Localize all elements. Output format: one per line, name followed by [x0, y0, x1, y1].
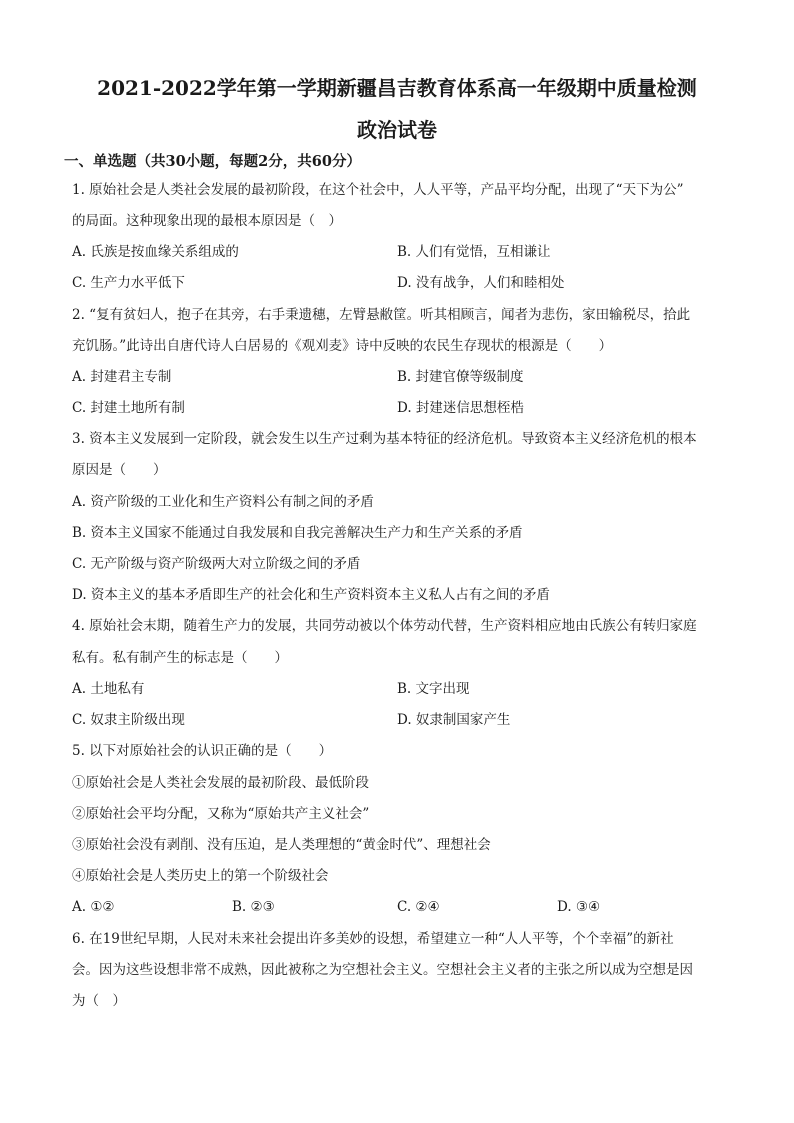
question-1-text: 的局面。这种现象出现的最根本原因是（ ） — [72, 213, 342, 229]
question-4-option-a: A. 土地私有 — [72, 681, 145, 697]
section-heading: 一、单选题（共30小题，每题2分，共60分） — [64, 153, 361, 170]
exam-title: 2021-2022学年第一学期新疆昌吉教育体系高一年级期中质量检测 — [97, 76, 697, 100]
question-5-option-a: A. ①② — [72, 899, 115, 915]
question-2-text: 2. “复有贫妇人，抱子在其旁，右手秉遗穗，左臂悬敝筐。听其相顾言，闻者为悲伤，家田输税尽，拾此 — [72, 307, 691, 323]
question-3-option-a: A. 资产阶级的工业化和生产资料公有制之间的矛盾 — [72, 494, 374, 510]
question-5-text: 5. 以下对原始社会的认识正确的是（ ） — [72, 743, 333, 759]
question-3-option-d: D. 资本主义的基本矛盾即生产的社会化和生产资料资本主义私人占有之间的矛盾 — [72, 587, 550, 603]
question-6-text: 会。因为这些设想非常不成熟，因此被称之为空想社会主义。空想社会主义者的主张之所以成为空想是因 — [72, 962, 693, 978]
question-3-option-c: C. 无产阶级与资产阶级两大对立阶级之间的矛盾 — [72, 556, 361, 572]
question-2-option-a: A. 封建君主专制 — [72, 369, 172, 385]
question-4-option-b: B. 文字出现 — [397, 681, 470, 697]
question-1-option-a: A. 氏族是按血缘关系组成的 — [72, 244, 239, 260]
question-2-option-b: B. 封建官僚等级制度 — [397, 369, 524, 385]
question-2-option-d: D. 封建迷信思想桎梏 — [397, 400, 524, 416]
question-2-text: 充饥肠。”此诗出自唐代诗人白居易的《观刈麦》诗中反映的农民生存现状的根源是（ ） — [72, 338, 613, 354]
exam-subject: 政治试卷 — [357, 118, 437, 142]
question-5-option-d: D. ③④ — [557, 899, 601, 915]
question-1-text: 1. 原始社会是人类社会发展的最初阶段，在这个社会中，人人平等，产品平均分配，出现了“天下为公” — [72, 182, 684, 198]
question-5-statement-1: ①原始社会是人类社会发展的最初阶段、最低阶段 — [72, 775, 369, 791]
question-4-text: 4. 原始社会末期，随着生产力的发展，共同劳动被以个体劳动代替，生产资料相应地由氏族公有转归家庭 — [72, 618, 697, 634]
question-4-option-d: D. 奴隶制国家产生 — [397, 712, 511, 728]
question-3-text: 原因是（ ） — [72, 462, 167, 478]
question-2-option-c: C. 封建土地所有制 — [72, 400, 185, 416]
question-4-option-c: C. 奴隶主阶级出现 — [72, 712, 185, 728]
question-1-option-c: C. 生产力水平低下 — [72, 275, 185, 291]
question-4-text: 私有。私有制产生的标志是（ ） — [72, 650, 288, 666]
question-5-statement-2: ②原始社会平均分配，又称为“原始共产主义社会” — [72, 806, 370, 822]
question-5-option-b: B. ②③ — [232, 899, 275, 915]
question-1-option-d: D. 没有战争，人们和睦相处 — [397, 275, 565, 291]
question-5-statement-4: ④原始社会是人类历史上的第一个阶级社会 — [72, 868, 329, 884]
question-3-option-b: B. 资本主义国家不能通过自我发展和自我完善解决生产力和生产关系的矛盾 — [72, 525, 523, 541]
question-6-text: 为（ ） — [72, 993, 126, 1009]
question-5-option-c: C. ②④ — [397, 899, 440, 915]
question-6-text: 6. 在19世纪早期，人民对未来社会提出许多美妙的设想，希望建立一种“人人平等，个个幸福”的新社 — [72, 931, 674, 947]
question-5-statement-3: ③原始社会没有剥削、没有压迫，是人类理想的“黄金时代”、理想社会 — [72, 837, 491, 853]
question-3-text: 3. 资本主义发展到一定阶段，就会发生以生产过剩为基本特征的经济危机。导致资本主义经济危机的根本 — [72, 431, 697, 447]
question-1-option-b: B. 人们有觉悟，互相谦让 — [397, 244, 551, 260]
